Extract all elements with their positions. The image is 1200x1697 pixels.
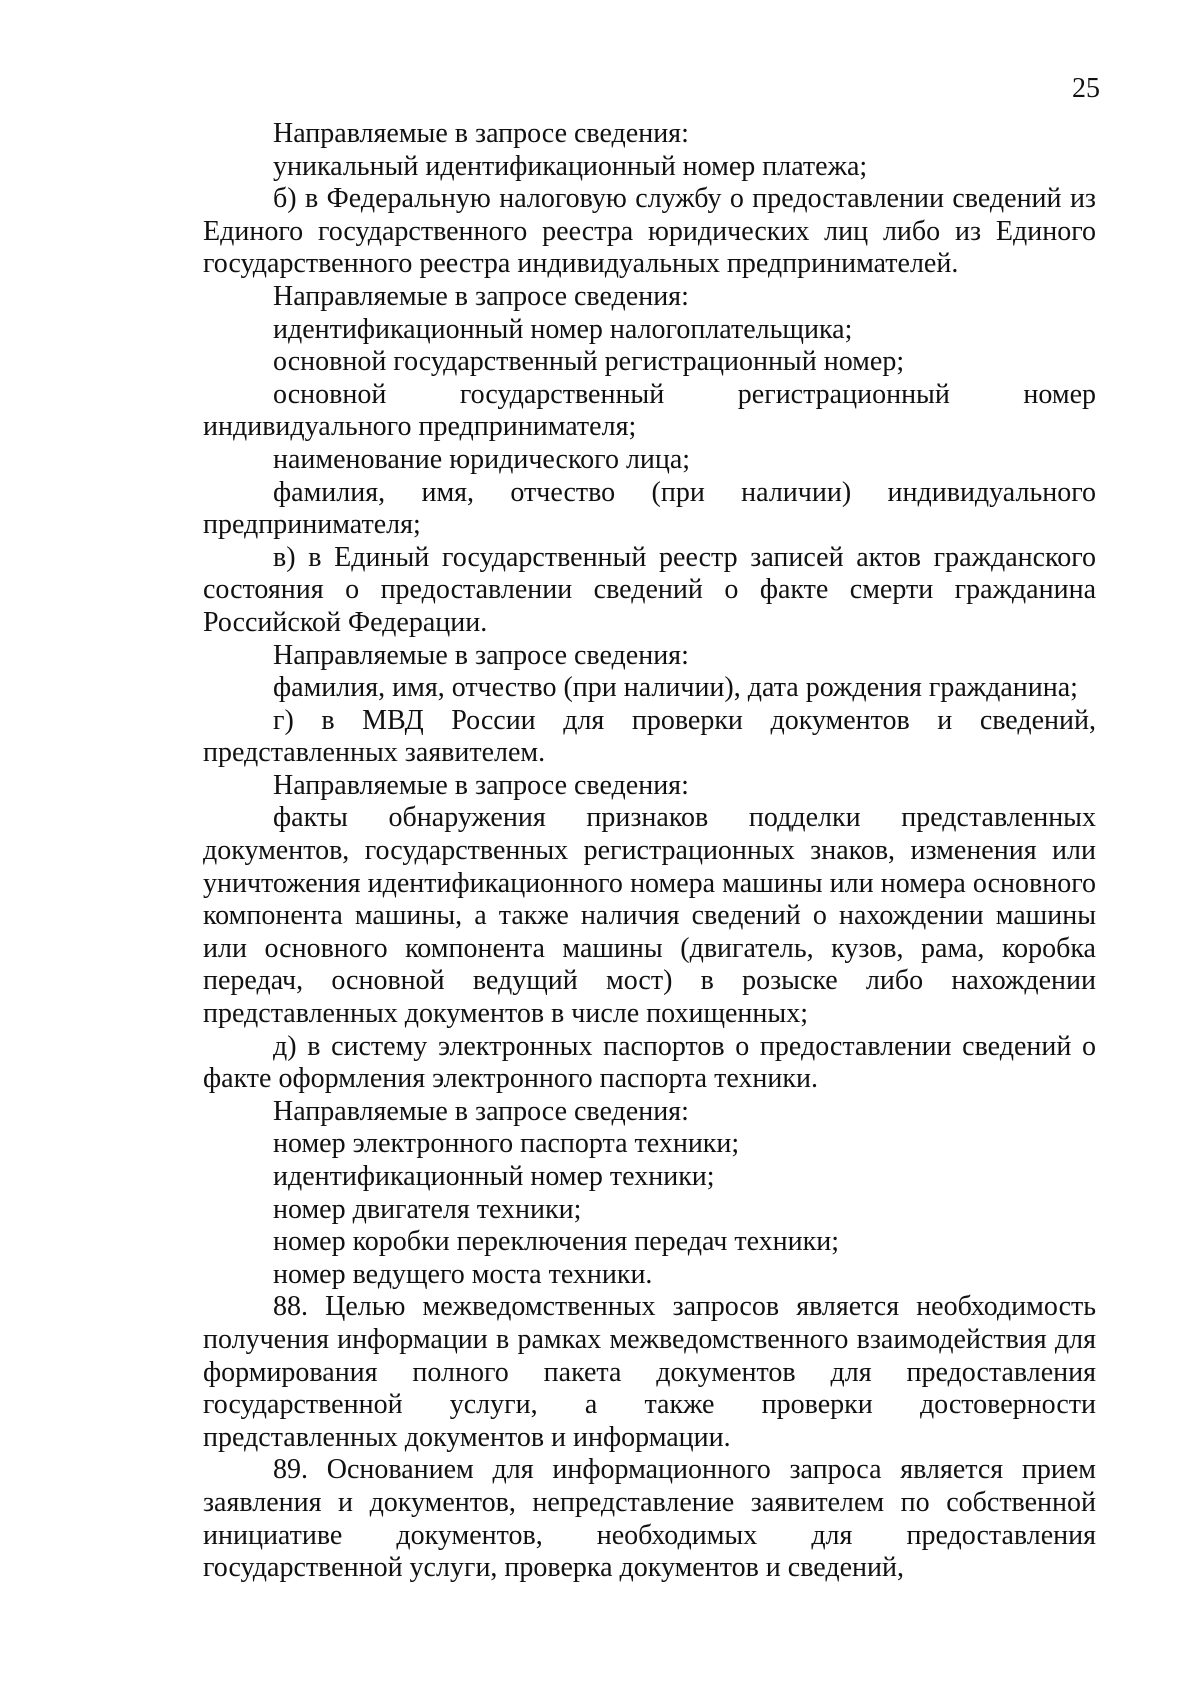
paragraph: номер коробки переключения передач техники; <box>273 1226 839 1258</box>
paragraph: уникальный идентификационный номер платежа; <box>273 150 868 182</box>
paragraph: номер электронного паспорта техники; <box>273 1128 740 1160</box>
paragraph: факты обнаружения признаков подделки представленных документов, государственных регистрационных знаков, изменения или уничтожения идентификационного номера машины или номера основного компонента машины, а также наличия сведений о нахождении машины или основного компонента машины (двигатель, кузов, рама, коробка передач, основной ведущий мост) в розыске либо нахождении представленных документов в числе похищенных; <box>203 802 1096 1030</box>
paragraph: Направляемые в запросе сведения: <box>273 1095 689 1127</box>
paragraph: фамилия, имя, отчество (при наличии), дата рождения гражданина; <box>273 672 1078 704</box>
paragraph: 88. Целью межведомственных запросов является необходимость получения информации в рамках межведомственного взаимодействия для формирования полного пакета документов для предоставления государственной услуги, а также проверки достоверности представленных документов и информации. <box>203 1291 1096 1453</box>
paragraph: Направляемые в запросе сведения: <box>273 639 689 671</box>
paragraph: основной государственный регистрационный номер индивидуального предпринимателя; <box>203 378 1096 443</box>
paragraph: номер двигателя техники; <box>273 1193 582 1225</box>
paragraph: основной государственный регистрационный номер; <box>273 346 905 378</box>
paragraph: Направляемые в запросе сведения: <box>273 118 689 149</box>
paragraph: номер ведущего моста техники. <box>273 1258 653 1290</box>
paragraph: д) в систему электронных паспортов о предоставлении сведений о факте оформления электронного паспорта техники. <box>203 1030 1096 1095</box>
paragraph: в) в Единый государственный реестр записей актов гражданского состояния о предоставлении сведений о факте смерти гражданина Российской Федерации. <box>203 541 1096 638</box>
paragraph: фамилия, имя, отчество (при наличии) индивидуального предпринимателя; <box>203 476 1096 541</box>
paragraph: идентификационный номер техники; <box>273 1161 715 1192</box>
document-body <box>203 118 1096 1585</box>
paragraph: г) в МВД России для проверки документов и сведений, представленных заявителем. <box>203 704 1096 769</box>
paragraph: Направляемые в запросе сведения: <box>273 280 689 312</box>
paragraph: наименование юридического лица; <box>273 443 691 475</box>
paragraph: идентификационный номер налогоплательщика; <box>273 313 853 345</box>
paragraph: Направляемые в запросе сведения: <box>273 769 689 801</box>
paragraph: 89. Основанием для информационного запроса является прием заявления и документов, непредставление заявителем по собственной инициативе документов, необходимых для предоставления государственной услуги, проверка документов и сведений, <box>203 1454 1096 1584</box>
paragraph: б) в Федеральную налоговую службу о предоставлении сведений из Единого государственного реестра юридических лиц либо из Единого государственного реестра индивидуальных предпринимателей. <box>203 183 1096 280</box>
page-number: 25 <box>1072 73 1100 104</box>
